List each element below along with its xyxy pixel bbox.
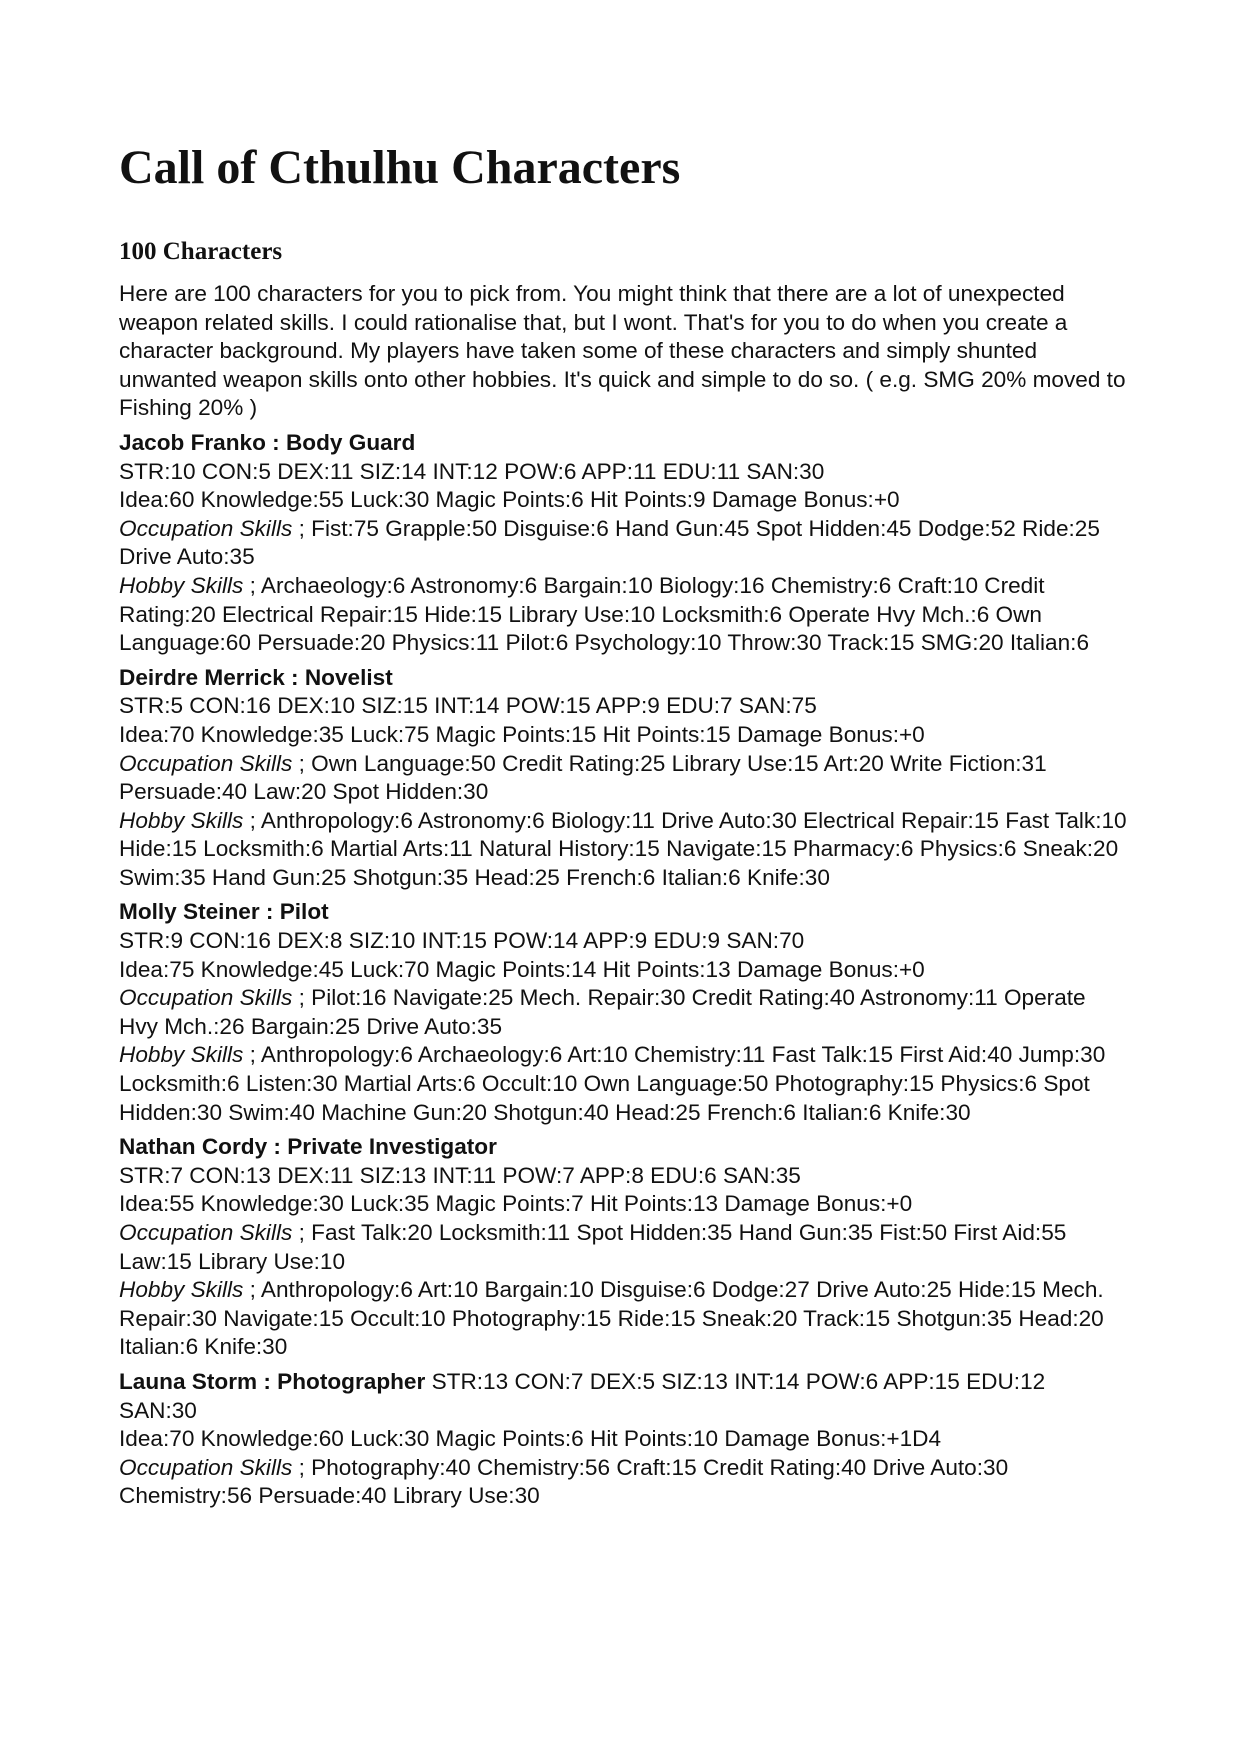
separator: ;	[243, 1042, 261, 1068]
occupation-skill-list: Fast Talk:20 Locksmith:11 Spot Hidden:35 Hand Gun:35 Fist:50 First Aid:55 Law:15 Library Use:10	[119, 1220, 1067, 1274]
separator: ;	[243, 572, 261, 598]
occupation-skills	[119, 1219, 1129, 1276]
occupation-skill-list: Fist:75 Grapple:50 Disguise:6 Hand Gun:45 Spot Hidden:45 Dodge:52 Ride:25 Drive Auto:35	[119, 515, 1100, 570]
character-stats: STR:5 CON:16 DEX:10 SIZ:15 INT:14 POW:15 APP:9 EDU:7 SAN:75	[119, 693, 817, 719]
character-stats: STR:9 CON:16 DEX:8 SIZ:10 INT:15 POW:14 APP:9 EDU:9 SAN:70	[119, 928, 805, 954]
character-header	[119, 1368, 1129, 1425]
hobby-skills	[119, 572, 1129, 658]
occupation-label: Occupation Skills	[119, 1454, 293, 1480]
occupation-skill-list: Photography:40 Chemistry:56 Craft:15 Credit Rating:40 Drive Auto:30 Chemistry:56 Persuade:40 Library Use:30	[119, 1454, 1009, 1509]
occupation-skill-list: Own Language:50 Credit Rating:25 Library Use:15 Art:20 Write Fiction:31 Persuade:40 Law:20 Spot Hidden:30	[119, 750, 1047, 805]
character-name: Launa Storm : Photographer	[119, 1368, 426, 1394]
character-stats: STR:7 CON:13 DEX:11 SIZ:13 INT:11 POW:7 APP:8 EDU:6 SAN:35	[119, 1162, 801, 1188]
separator: ;	[292, 985, 312, 1011]
hobby-skills	[119, 1041, 1129, 1127]
section-heading: 100 Characters	[119, 238, 283, 265]
occupation-skills	[119, 750, 1129, 807]
hobby-skills	[119, 1276, 1129, 1362]
occupation-skills	[119, 984, 1129, 1041]
separator: ;	[243, 807, 261, 833]
character-entry	[119, 898, 1129, 1127]
separator: ;	[243, 1277, 261, 1303]
character-entry	[119, 664, 1129, 893]
character-derived: Idea:60 Knowledge:55 Luck:30 Magic Points:6 Hit Points:9 Damage Bonus:+0	[119, 487, 900, 513]
character-entry	[119, 1133, 1129, 1362]
character-name: Nathan Cordy : Private Investigator	[119, 1134, 497, 1160]
intro-paragraph: Here are 100 characters for you to pick from. You might think that there are a lot of unexpected weapon related skills. I could rationalise that, but I wont. That's for you to do when you create a character background. My players have taken some of these characters and simply shunted unwanted weapon skills onto other hobbies. It's quick and simple to do so. ( e.g. SMG 20% moved to Fishing 20% )	[119, 281, 1126, 421]
hobby-skill-list: Anthropology:6 Art:10 Bargain:10 Disguise:6 Dodge:27 Drive Auto:25 Hide:15 Mech. Repair:30 Navigate:15 Occult:10 Photography:15 Ride:15 Sneak:20 Track:15 Shotgun:35 Head:20 Italian:6 Knife:30	[119, 1277, 1104, 1360]
character-derived: Idea:70 Knowledge:60 Luck:30 Magic Points:6 Hit Points:10 Damage Bonus:+1D4	[119, 1426, 942, 1452]
occupation-skill-list: Pilot:16 Navigate:25 Mech. Repair:30 Credit Rating:40 Astronomy:11 Operate Hvy Mch.:26 Bargain:25 Drive Auto:35	[119, 985, 1086, 1039]
occupation-skills	[119, 1454, 1129, 1511]
separator: ;	[292, 1454, 312, 1480]
character-name: Jacob Franko : Body Guard	[119, 429, 416, 455]
character-stats: STR:13 CON:7 DEX:5 SIZ:13 INT:14 POW:6 APP:15 EDU:12 SAN:30	[119, 1368, 1046, 1423]
document-page	[119, 138, 1129, 1511]
character-name: Deirdre Merrick : Novelist	[119, 664, 393, 690]
character-entry	[119, 429, 1129, 658]
separator: ;	[292, 515, 312, 541]
hobby-label: Hobby Skills	[119, 572, 244, 598]
page-title: Call of Cthulhu Characters	[119, 141, 681, 194]
character-entry	[119, 1368, 1129, 1511]
occupation-label: Occupation Skills	[119, 750, 293, 776]
occupation-label: Occupation Skills	[119, 1220, 293, 1245]
hobby-skill-list: Anthropology:6 Archaeology:6 Art:10 Chemistry:11 Fast Talk:15 First Aid:40 Jump:30 Locksmith:6 Listen:30 Martial Arts:6 Occult:10 Own Language:50 Photography:15 Physics:6 Spot Hidden:30 Swim:40 Machine Gun:20 Shotgun:40 Head:25 French:6 Italian:6 Knife:30	[119, 1042, 1106, 1125]
hobby-label: Hobby Skills	[119, 1277, 244, 1303]
occupation-skills	[119, 515, 1129, 572]
separator: ;	[292, 1220, 312, 1245]
hobby-skills	[119, 807, 1129, 893]
character-derived: Idea:70 Knowledge:35 Luck:75 Magic Points:15 Hit Points:15 Damage Bonus:+0	[119, 721, 925, 747]
character-stats: STR:10 CON:5 DEX:11 SIZ:14 INT:12 POW:6 APP:11 EDU:11 SAN:30	[119, 458, 825, 484]
hobby-label: Hobby Skills	[119, 1042, 244, 1068]
occupation-label: Occupation Skills	[119, 515, 293, 541]
separator: ;	[292, 750, 312, 776]
hobby-skill-list: Anthropology:6 Astronomy:6 Biology:11 Drive Auto:30 Electrical Repair:15 Fast Talk:10 Hide:15 Locksmith:6 Martial Arts:11 Natural History:15 Navigate:15 Pharmacy:6 Physics:6 Sneak:20 Swim:35 Hand Gun:25 Shotgun:35 Head:25 French:6 Italian:6 Knife:30	[119, 807, 1127, 890]
hobby-label: Hobby Skills	[119, 807, 244, 833]
character-name: Molly Steiner : Pilot	[119, 899, 329, 925]
character-derived: Idea:75 Knowledge:45 Luck:70 Magic Points:14 Hit Points:13 Damage Bonus:+0	[119, 956, 925, 982]
hobby-skill-list: Archaeology:6 Astronomy:6 Bargain:10 Biology:16 Chemistry:6 Craft:10 Credit Rating:20 Electrical Repair:15 Hide:15 Library Use:10 Locksmith:6 Operate Hvy Mch.:6 Own Language:60 Persuade:20 Physics:11 Pilot:6 Psychology:10 Throw:30 Track:15 SMG:20 Italian:6	[119, 572, 1090, 656]
occupation-label: Occupation Skills	[119, 985, 293, 1011]
character-derived: Idea:55 Knowledge:30 Luck:35 Magic Points:7 Hit Points:13 Damage Bonus:+0	[119, 1191, 913, 1217]
